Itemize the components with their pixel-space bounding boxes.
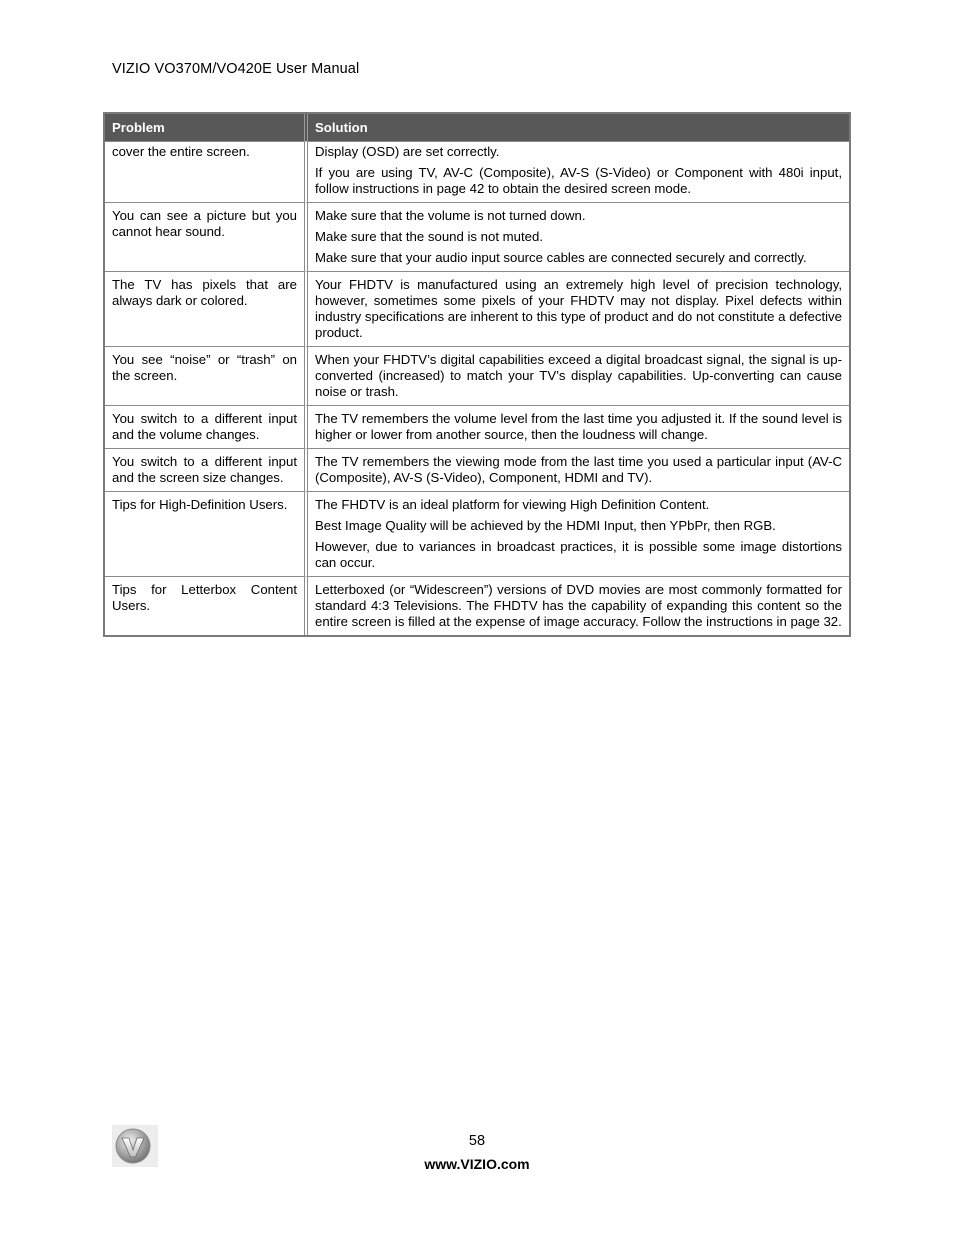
solution-cell — [308, 202, 849, 271]
problem-cell: Tips for Letterbox Content Users. — [105, 576, 308, 635]
table-row — [105, 346, 849, 405]
solution-text: Display (OSD) are set correctly. — [315, 144, 500, 159]
table-row — [105, 576, 849, 635]
table-row — [105, 405, 849, 448]
problem-cell: The TV has pixels that are always dark or colored. — [105, 271, 308, 346]
solution-text: The TV remembers the viewing mode from the last time you used a particular input (AV-C (Composite), AV-S (S-Video), Component, HDMI and TV). — [315, 454, 842, 485]
problem-cell: You see “noise” or “trash” on the screen. — [105, 346, 308, 405]
solution-text: Make sure that your audio input source cables are connected securely and correctly. — [315, 250, 807, 265]
table-row — [105, 271, 849, 346]
solution-text: The FHDTV is an ideal platform for viewing High Definition Content. — [315, 497, 710, 512]
table-row — [105, 202, 849, 271]
problem-cell: Tips for High-Definition Users. — [105, 491, 308, 576]
solution-cell — [308, 405, 849, 448]
solution-text: Your FHDTV is manufactured using an extremely high level of precision technology, however, sometimes some pixels of your FHDTV may not display. Pixel defects within industry specifications are inherent to this type of product and do not constitute a defective product. — [315, 277, 842, 340]
solution-text: If you are using TV, AV-C (Composite), AV-S (S-Video) or Component with 480i input, follow instructions in page 42 to obtain the desired screen mode. — [315, 165, 842, 196]
solution-cell — [308, 491, 849, 576]
problem-cell: You switch to a different input and the volume changes. — [105, 405, 308, 448]
website-link[interactable]: www.VIZIO.com — [424, 1156, 530, 1172]
problem-cell: cover the entire screen. — [105, 141, 308, 202]
solution-cell — [308, 271, 849, 346]
solution-cell — [308, 141, 849, 202]
page-number: 58 — [468, 1133, 486, 1149]
solution-text: Make sure that the sound is not muted. — [315, 229, 543, 244]
solution-text: Make sure that the volume is not turned down. — [315, 208, 586, 223]
table-row — [105, 448, 849, 491]
table-header-row — [105, 114, 849, 141]
solution-text: Letterboxed (or “Widescreen”) versions of DVD movies are most commonly formatted for standard 4:3 Televisions. The FHDTV has the capability of expanding this content so the entire screen is filled at the expense of image accuracy. Follow the instructions in page 32. — [315, 582, 842, 629]
column-header-problem: Problem — [105, 114, 308, 141]
troubleshooting-table — [103, 112, 851, 637]
solution-cell — [308, 448, 849, 491]
troubleshooting-table-container — [103, 112, 851, 637]
solution-cell — [308, 576, 849, 635]
solution-cell — [308, 346, 849, 405]
solution-text: When your FHDTV’s digital capabilities exceed a digital broadcast signal, the signal is up-converted (increased) to match your TV’s display capabilities. Up-converting can cause noise or trash. — [315, 352, 842, 399]
solution-text: However, due to variances in broadcast practices, it is possible some image distortions can occur. — [315, 539, 842, 570]
solution-text: The TV remembers the volume level from the last time you adjusted it. If the sound level is higher or lower from another source, then the loudness will change. — [315, 411, 842, 442]
table-row — [105, 141, 849, 202]
document-title: VIZIO VO370M/VO420E User Manual — [112, 61, 360, 77]
solution-text: Best Image Quality will be achieved by the HDMI Input, then YPbPr, then RGB. — [315, 518, 776, 533]
column-header-solution: Solution — [308, 114, 849, 141]
table-row — [105, 491, 849, 576]
problem-cell: You switch to a different input and the screen size changes. — [105, 448, 308, 491]
problem-cell: You can see a picture but you cannot hear sound. — [105, 202, 308, 271]
